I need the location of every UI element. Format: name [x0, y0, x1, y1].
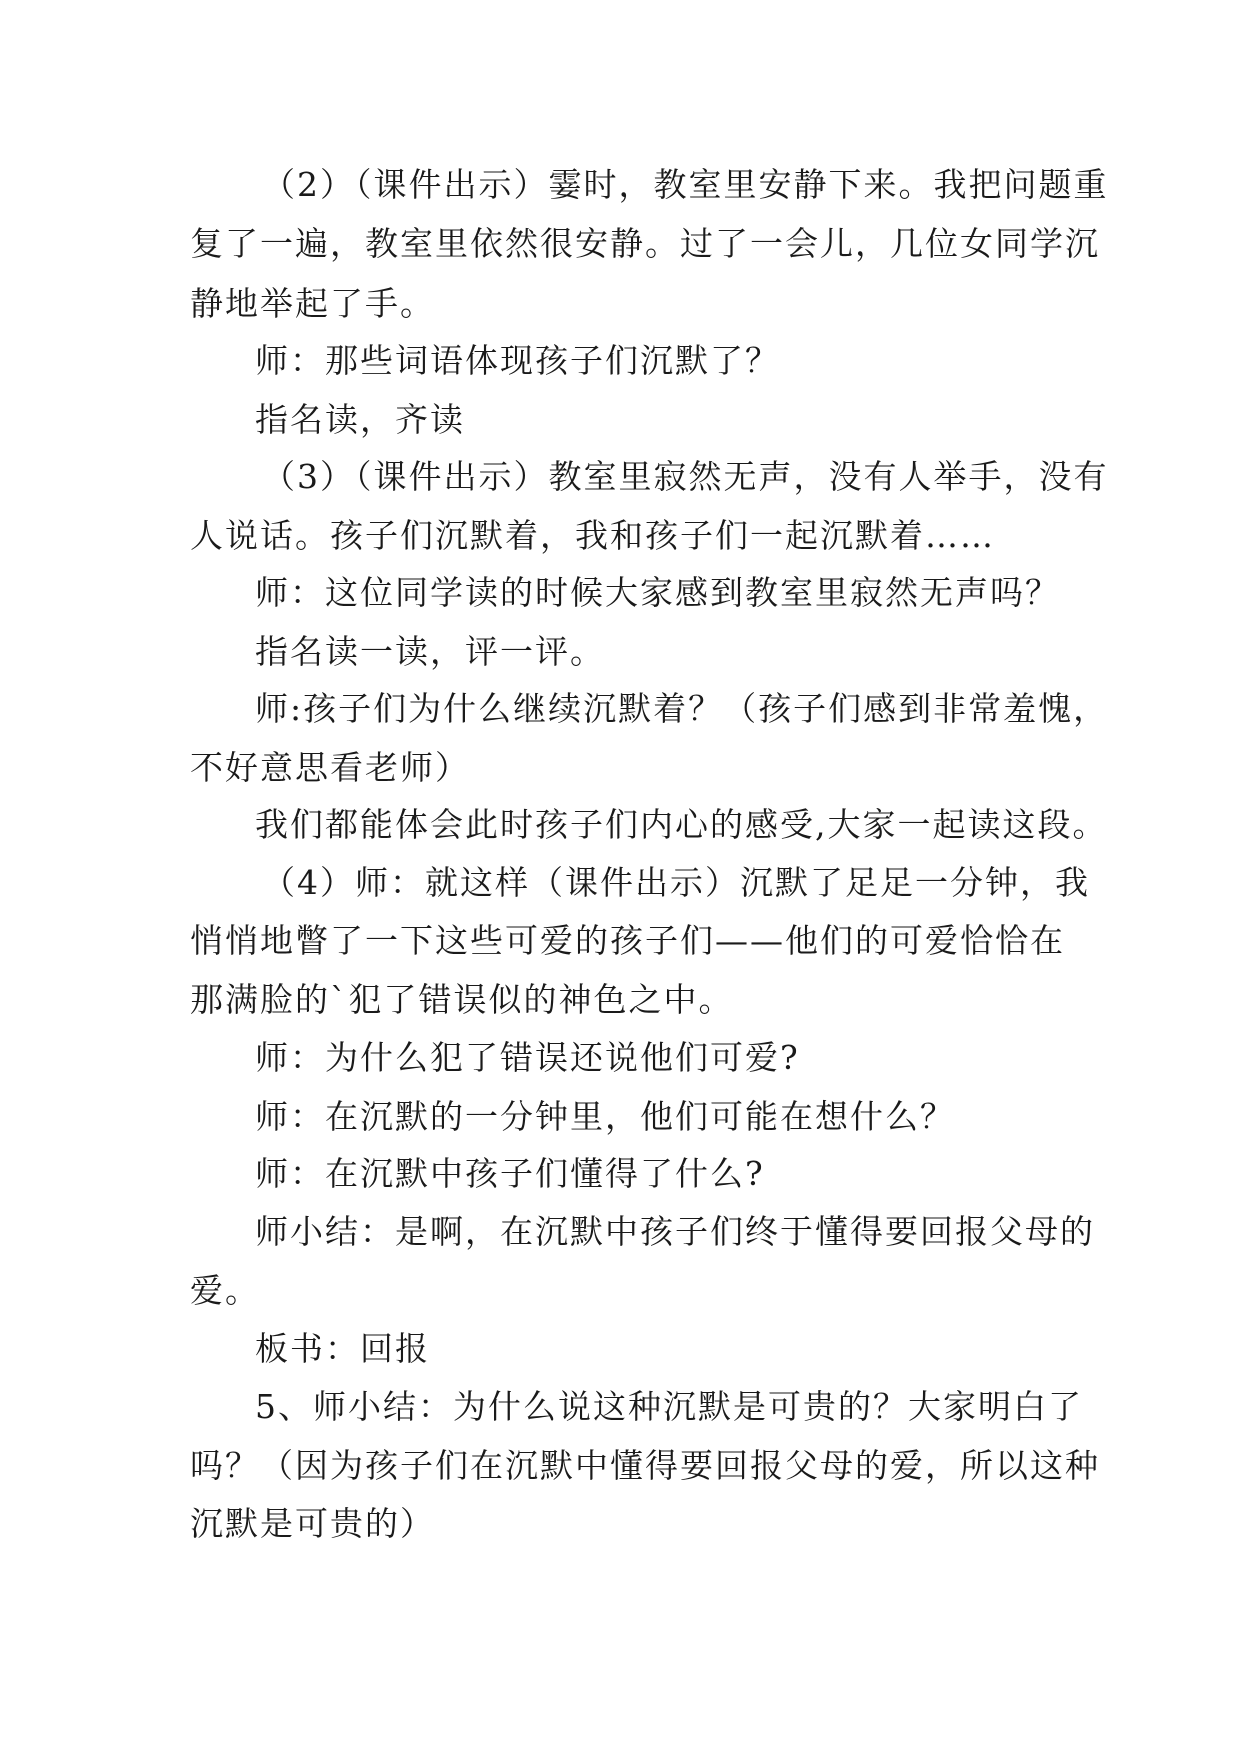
reading-instruction-1: 指名读，齐读 [255, 400, 465, 439]
section-5-line-2: 吗？（因为孩子们在沉默中懂得要回报父母的爱，所以这种 [190, 1446, 1100, 1485]
group-reading-line: 我们都能体会此时孩子们内心的感受,大家一起读这段。 [255, 805, 1108, 844]
blackboard-note: 板书：回报 [255, 1329, 430, 1368]
teacher-question-silence: 师：这位同学读的时候大家感到教室里寂然无声吗？ [255, 573, 1060, 612]
teacher-question-continue-line-1: 师:孩子们为什么继续沉默着？（孩子们感到非常羞愧， [255, 689, 1109, 728]
reading-instruction-2: 指名读一读，评一评。 [255, 632, 605, 671]
paragraph-4-line-2: 悄悄地瞥了一下这些可爱的孩子们——他们的可爱恰恰在 [190, 921, 1065, 960]
teacher-question-cute: 师：为什么犯了错误还说他们可爱? [255, 1038, 800, 1077]
section-5-line-1: 5、师小结：为什么说这种沉默是可贵的？大家明白了 [255, 1387, 1083, 1426]
section-5-line-3: 沉默是可贵的） [190, 1504, 435, 1543]
teacher-question-understand: 师：在沉默中孩子们懂得了什么? [255, 1154, 765, 1193]
paragraph-4-line-3: 那满脸的`犯了错误似的神色之中。 [190, 980, 734, 1019]
paragraph-3-line-1: （3）（课件出示）教室里寂然无声，没有人举手，没有 [262, 457, 1109, 496]
teacher-question-thinking: 师：在沉默的一分钟里，他们可能在想什么？ [255, 1097, 955, 1136]
teacher-summary-line-1: 师小结：是啊，在沉默中孩子们终于懂得要回报父母的 [255, 1212, 1095, 1251]
paragraph-2-line-3: 静地举起了手。 [190, 284, 435, 323]
paragraph-2-line-2: 复了一遍，教室里依然很安静。过了一会儿，几位女同学沉 [190, 224, 1100, 263]
teacher-summary-line-2: 爱。 [190, 1271, 260, 1310]
paragraph-4-line-1: （4）师：就这样（课件出示）沉默了足足一分钟，我 [262, 863, 1090, 902]
teacher-question-continue-line-2: 不好意思看老师） [190, 748, 470, 787]
paragraph-2-line-1: （2）（课件出示）霎时，教室里安静下来。我把问题重 [262, 165, 1109, 204]
paragraph-3-line-2: 人说话。孩子们沉默着，我和孩子们一起沉默着…… [190, 516, 995, 555]
teacher-question-words: 师：那些词语体现孩子们沉默了？ [255, 341, 780, 380]
